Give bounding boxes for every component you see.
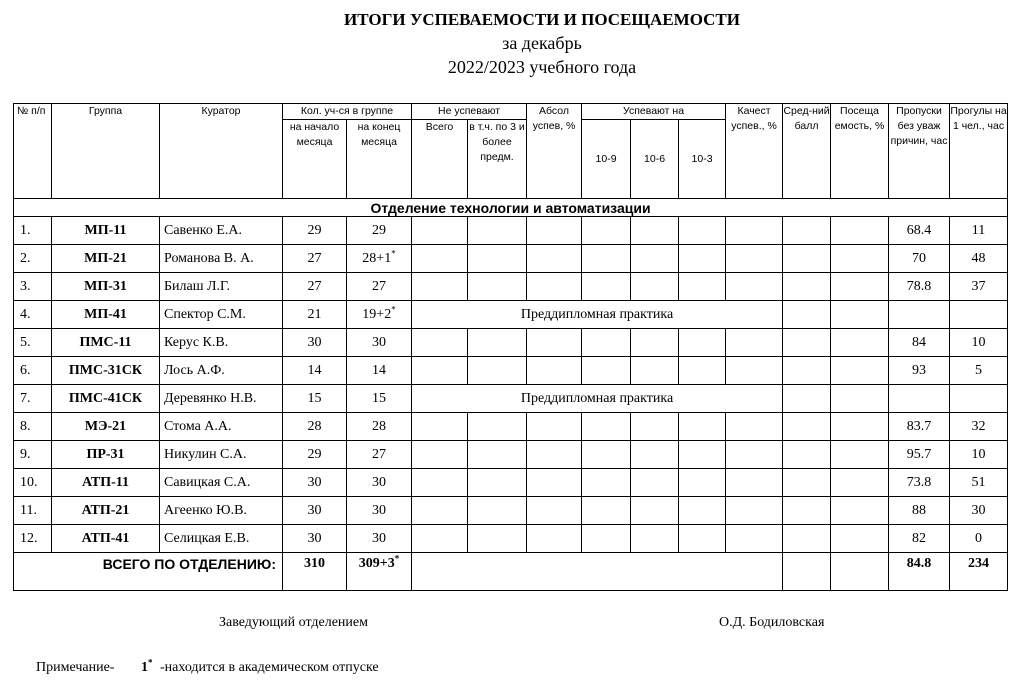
row-count-end-value: 30 (372, 502, 386, 518)
row-count-end-mark: * (391, 247, 396, 258)
row-curator: Стома А.А. (160, 413, 283, 441)
row-num: 10. (14, 469, 52, 497)
table-row (14, 301, 1008, 329)
row-attendance: 73.8 (889, 469, 950, 497)
row-group: МП-41 (52, 301, 160, 329)
row-curator: Лось А.Ф. (160, 357, 283, 385)
table-row (14, 385, 1008, 413)
row-empty-cell (631, 413, 679, 441)
row-empty-cell (679, 441, 726, 469)
row-empty-cell (412, 525, 468, 553)
row-empty-cell (679, 469, 726, 497)
row-num: 4. (14, 301, 52, 329)
total-absences: 234 (950, 553, 1008, 591)
row-empty-cell (412, 497, 468, 525)
row-attendance: 68.4 (889, 217, 950, 245)
row-empty-cell (582, 217, 631, 245)
row-num: 1. (14, 217, 52, 245)
row-empty-cell (679, 413, 726, 441)
row-absences: 51 (950, 469, 1008, 497)
row-count-start: 30 (283, 469, 347, 497)
row-empty-cell (468, 469, 527, 497)
row-empty-cell (527, 245, 582, 273)
row-empty-cell (631, 217, 679, 245)
row-avg (831, 385, 889, 413)
row-quality (783, 301, 831, 329)
row-empty-cell (527, 357, 582, 385)
row-count-end-value: 19+2 (362, 306, 392, 322)
row-num: 8. (14, 413, 52, 441)
row-empty-cell (527, 441, 582, 469)
row-empty-cell (631, 329, 679, 357)
row-avg (831, 301, 889, 329)
row-num: 5. (14, 329, 52, 357)
row-count-end-value: 30 (372, 334, 386, 350)
row-empty-cell (468, 413, 527, 441)
row-quality (783, 497, 831, 525)
row-num: 12. (14, 525, 52, 553)
row-attendance (889, 385, 950, 413)
row-empty-cell (726, 469, 783, 497)
header-abs-perf: Абсол успев, % (527, 104, 582, 199)
row-group: ПМС-31СК (52, 357, 160, 385)
row-empty-cell (726, 329, 783, 357)
row-absences: 37 (950, 273, 1008, 301)
row-empty-cell (582, 497, 631, 525)
row-num: 3. (14, 273, 52, 301)
header-count-group: Кол. уч-ся в группе (283, 104, 412, 120)
row-empty-cell (582, 329, 631, 357)
row-empty-cell (582, 469, 631, 497)
header-avg: Сред-ний балл (783, 104, 831, 199)
header-truancy: Прогулы на 1 чел., час (950, 104, 1008, 199)
row-attendance: 82 (889, 525, 950, 553)
row-group: МП-21 (52, 245, 160, 273)
report-period: за декабрь (502, 33, 582, 53)
row-empty-cell (412, 245, 468, 273)
row-count-end-value: 27 (372, 278, 386, 294)
row-count-end (347, 497, 412, 525)
row-quality (783, 469, 831, 497)
row-curator: Селицкая Е.В. (160, 525, 283, 553)
row-empty-cell (726, 441, 783, 469)
header-attendance: Посеща емость, % (831, 104, 889, 199)
total-attendance: 84.8 (889, 553, 950, 591)
row-count-end (347, 413, 412, 441)
row-empty-cell (631, 469, 679, 497)
row-count-end-value: 27 (372, 446, 386, 462)
row-avg (831, 329, 889, 357)
row-count-end (347, 469, 412, 497)
row-avg (831, 413, 889, 441)
row-curator: Спектор С.М. (160, 301, 283, 329)
row-empty-cell (582, 413, 631, 441)
row-empty-cell (726, 525, 783, 553)
row-count-start: 28 (283, 413, 347, 441)
row-curator: Керус К.В. (160, 329, 283, 357)
row-absences: 48 (950, 245, 1008, 273)
row-empty-cell (527, 497, 582, 525)
row-count-end (347, 329, 412, 357)
row-count-end (347, 441, 412, 469)
row-practice-note: Преддипломная практика (412, 301, 783, 329)
row-quality (783, 385, 831, 413)
header-absences: Пропуски без уваж причин, час (889, 104, 950, 199)
table-row (14, 329, 1008, 357)
row-curator: Никулин С.А. (160, 441, 283, 469)
row-empty-cell (468, 525, 527, 553)
row-group: ПМС-41СК (52, 385, 160, 413)
row-count-start: 30 (283, 525, 347, 553)
total-avg (831, 553, 889, 591)
header-group: Группа (52, 104, 160, 199)
row-empty-cell (679, 497, 726, 525)
row-absences: 5 (950, 357, 1008, 385)
head-of-department-label: Заведующий отделением (219, 615, 368, 630)
header-failing: Не успевают (412, 104, 527, 120)
row-quality (783, 525, 831, 553)
total-blank (412, 553, 783, 591)
row-empty-cell (631, 357, 679, 385)
row-num: 11. (14, 497, 52, 525)
row-empty-cell (679, 217, 726, 245)
row-count-end (347, 301, 412, 329)
total-row (14, 553, 1008, 591)
row-absences: 30 (950, 497, 1008, 525)
row-count-end-value: 30 (372, 530, 386, 546)
table-row (14, 357, 1008, 385)
report-year: 2022/2023 учебного года (447, 57, 637, 77)
note-mark-asterisk: * (148, 657, 153, 668)
header-passing-10-6: 10-6 (631, 120, 679, 199)
table-row (14, 245, 1008, 273)
row-quality (783, 329, 831, 357)
table-row (14, 469, 1008, 497)
row-avg (831, 217, 889, 245)
row-empty-cell (726, 413, 783, 441)
row-count-start: 21 (283, 301, 347, 329)
row-avg (831, 469, 889, 497)
table-row (14, 525, 1008, 553)
header-failing-total: Всего (412, 120, 468, 199)
total-count-end-mark: * (394, 553, 400, 564)
row-empty-cell (527, 525, 582, 553)
row-empty-cell (631, 273, 679, 301)
note-text: -находится в академическом отпуске (160, 660, 379, 675)
row-curator: Деревянко Н.В. (160, 385, 283, 413)
row-count-end (347, 217, 412, 245)
row-empty-cell (631, 441, 679, 469)
row-empty-cell (631, 497, 679, 525)
row-empty-cell (527, 329, 582, 357)
row-absences: 0 (950, 525, 1008, 553)
row-empty-cell (468, 329, 527, 357)
row-empty-cell (468, 217, 527, 245)
row-count-start: 14 (283, 357, 347, 385)
row-count-end-value: 14 (372, 362, 386, 378)
row-attendance: 93 (889, 357, 950, 385)
header-count-start: на начало месяца (283, 120, 347, 199)
header-passing: Успевают на (582, 104, 726, 120)
head-of-department-name: О.Д. Бодиловская (719, 615, 825, 630)
header-passing-10-9: 10-9 (582, 120, 631, 199)
row-num: 7. (14, 385, 52, 413)
row-avg (831, 441, 889, 469)
row-empty-cell (527, 469, 582, 497)
row-empty-cell (631, 525, 679, 553)
header-curator: Куратор (160, 104, 283, 199)
row-group: ПМС-11 (52, 329, 160, 357)
row-count-end (347, 273, 412, 301)
total-count-start: 310 (283, 553, 347, 591)
row-absences (950, 385, 1008, 413)
row-empty-cell (726, 357, 783, 385)
header-passing-10-3: 10-3 (679, 120, 726, 199)
row-empty-cell (679, 357, 726, 385)
row-attendance: 78.8 (889, 273, 950, 301)
report-title: ИТОГИ УСПЕВАЕМОСТИ И ПОСЕЩАЕМОСТИ (344, 10, 740, 29)
row-empty-cell (679, 245, 726, 273)
row-count-start: 30 (283, 329, 347, 357)
row-attendance: 88 (889, 497, 950, 525)
row-empty-cell (726, 217, 783, 245)
row-empty-cell (412, 329, 468, 357)
note-mark-number: 1 (141, 660, 148, 675)
row-empty-cell (679, 329, 726, 357)
row-avg (831, 245, 889, 273)
row-group: АТП-41 (52, 525, 160, 553)
header-count-end: на конец месяца (347, 120, 412, 199)
row-absences: 32 (950, 413, 1008, 441)
row-empty-cell (468, 273, 527, 301)
row-empty-cell (726, 273, 783, 301)
row-empty-cell (679, 525, 726, 553)
row-empty-cell (631, 245, 679, 273)
row-quality (783, 245, 831, 273)
row-empty-cell (527, 273, 582, 301)
row-curator: Агеенко Ю.В. (160, 497, 283, 525)
row-avg (831, 273, 889, 301)
total-quality (783, 553, 831, 591)
row-avg (831, 497, 889, 525)
row-empty-cell (468, 497, 527, 525)
row-group: АТП-11 (52, 469, 160, 497)
row-empty-cell (527, 413, 582, 441)
table-row (14, 441, 1008, 469)
total-count-end (347, 553, 412, 591)
row-curator: Савенко Е.А. (160, 217, 283, 245)
row-empty-cell (468, 441, 527, 469)
header-num: № п/п (14, 104, 52, 199)
row-count-end-value: 28 (372, 418, 386, 434)
table-row (14, 273, 1008, 301)
total-count-end-value: 309+3 (358, 556, 395, 571)
row-empty-cell (412, 357, 468, 385)
row-absences: 10 (950, 329, 1008, 357)
row-empty-cell (468, 245, 527, 273)
header-quality: Качест успев., % (726, 104, 783, 199)
row-count-end-value: 15 (372, 390, 386, 406)
row-count-end (347, 385, 412, 413)
row-empty-cell (412, 217, 468, 245)
row-empty-cell (582, 245, 631, 273)
row-count-start: 27 (283, 245, 347, 273)
row-quality (783, 217, 831, 245)
row-absences: 10 (950, 441, 1008, 469)
note-mark (141, 657, 153, 676)
row-num: 9. (14, 441, 52, 469)
row-avg (831, 357, 889, 385)
row-count-end-value: 29 (372, 222, 386, 238)
row-empty-cell (726, 497, 783, 525)
performance-table (13, 103, 1008, 591)
table-row (14, 497, 1008, 525)
row-practice-note: Преддипломная практика (412, 385, 783, 413)
row-empty-cell (412, 273, 468, 301)
table-header (14, 104, 1008, 199)
row-group: ПР-31 (52, 441, 160, 469)
row-group: МЭ-21 (52, 413, 160, 441)
row-quality (783, 357, 831, 385)
row-quality (783, 441, 831, 469)
row-curator: Романова В. А. (160, 245, 283, 273)
table-row (14, 413, 1008, 441)
row-empty-cell (412, 469, 468, 497)
row-attendance: 70 (889, 245, 950, 273)
row-group: АТП-21 (52, 497, 160, 525)
row-quality (783, 273, 831, 301)
row-count-end (347, 525, 412, 553)
row-attendance: 84 (889, 329, 950, 357)
row-count-start: 29 (283, 441, 347, 469)
row-num: 2. (14, 245, 52, 273)
total-label: ВСЕГО ПО ОТДЕЛЕНИЮ: (14, 553, 283, 591)
row-count-start: 27 (283, 273, 347, 301)
row-absences (950, 301, 1008, 329)
row-group: МП-11 (52, 217, 160, 245)
row-empty-cell (679, 273, 726, 301)
row-count-start: 30 (283, 497, 347, 525)
row-absences: 11 (950, 217, 1008, 245)
row-avg (831, 525, 889, 553)
row-empty-cell (582, 273, 631, 301)
section-title: Отделение технологии и автоматизации (14, 199, 1008, 217)
row-num: 6. (14, 357, 52, 385)
note-label: Примечание- (36, 660, 115, 675)
row-count-start: 29 (283, 217, 347, 245)
row-empty-cell (582, 441, 631, 469)
row-curator: Савицкая С.А. (160, 469, 283, 497)
row-count-end-mark: * (391, 303, 396, 314)
row-count-end-value: 28+1 (362, 250, 392, 266)
row-empty-cell (468, 357, 527, 385)
row-quality (783, 413, 831, 441)
table-row (14, 217, 1008, 245)
row-group: МП-31 (52, 273, 160, 301)
row-empty-cell (582, 525, 631, 553)
row-empty-cell (527, 217, 582, 245)
row-curator: Билаш Л.Г. (160, 273, 283, 301)
row-attendance: 95.7 (889, 441, 950, 469)
row-attendance (889, 301, 950, 329)
row-attendance: 83.7 (889, 413, 950, 441)
row-count-end (347, 245, 412, 273)
row-empty-cell (726, 245, 783, 273)
row-empty-cell (582, 357, 631, 385)
row-empty-cell (412, 413, 468, 441)
row-count-start: 15 (283, 385, 347, 413)
row-empty-cell (412, 441, 468, 469)
header-failing-3plus: в т.ч. по 3 и более предм. (468, 120, 527, 199)
row-count-end-value: 30 (372, 474, 386, 490)
row-count-end (347, 357, 412, 385)
